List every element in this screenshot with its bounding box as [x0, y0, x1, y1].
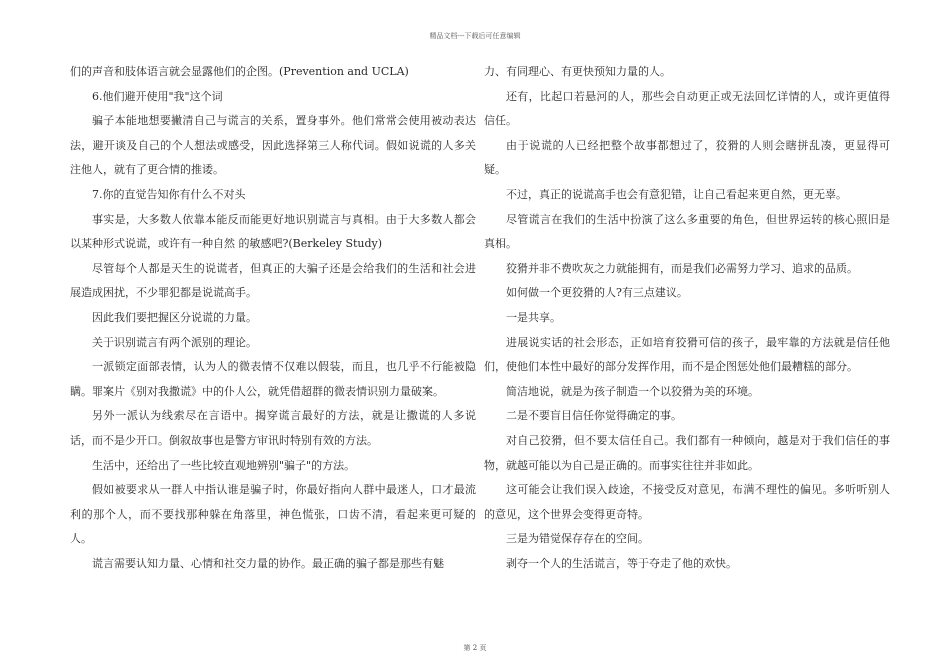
paragraph: 由于说谎的人已经把整个故事都想过了，狡猾的人则会瞎拼乱凑，更显得可疑。	[484, 138, 890, 177]
paragraph: 这可能会让我们误入歧途，不接受反对意见，布满不理性的偏见。多听听别人的意见，这个世界会变得更奇特。	[484, 483, 890, 521]
paragraph: 剥夺一个人的生活谎言，等于夺走了他的欢快。	[506, 556, 737, 570]
paragraph: 对自己狡猾，但不要太信任自己。我们都有一种倾向，越是对于我们信任的事物，就越可能以为自己是正确的。而事实往往并非如此。	[484, 433, 890, 472]
paragraph: 进展说实话的社会形态，正如培育狡猾可信的孩子，最牢靠的方法就是信任他们，使他们本性中最好的部分发挥作用，而不是企图惩处他们最糟糕的部分。	[484, 335, 890, 374]
paragraph: 尽管谎言在我们的生活中扮演了这么多重要的角色，但世界运转的核心照旧是真相。	[484, 212, 890, 251]
page-header: 精品文档---下载后可任意编辑	[429, 32, 521, 40]
paragraph: 不过，真正的说谎高手也会有意犯错，让自己看起来更自然，更无辜。	[506, 187, 847, 201]
paragraph: 事实是，大多数人依靠本能反而能更好地识别谎言与真相。由于大多数人都会以某种形式说谎，或许有一种自然 的敏感吧?(Berkeley Study)	[70, 212, 476, 251]
paragraph: 还有，比起口若悬河的人，那些会自动更正或无法回忆详情的人，或许更值得信任。	[484, 89, 890, 128]
paragraph: 简洁地说，就是为孩子制造一个以狡猾为美的环境。	[506, 384, 759, 398]
paragraph: 如何做一个更狡猾的人?有三点建议。	[506, 286, 688, 300]
paragraph: 关于识别谎言有两个派别的理论。	[92, 335, 257, 349]
paragraph: 另外一派认为线索尽在言语中。揭穿谎言最好的方法，就是让撒谎的人多说话，而不是少开口。倒叙故事也是警方审讯时特别有效的方法。	[70, 409, 476, 447]
left-column	[70, 60, 476, 576]
paragraph: 因此我们要把握区分说谎的力量。	[92, 310, 257, 324]
paragraph: 们的声音和肢体语言就会显露他们的企图。(Prevention and UCLA)	[70, 65, 409, 78]
paragraph: 谎言需要认知力量、心情和社交力量的协作。最正确的骗子都是那些有魅	[92, 556, 444, 570]
right-column	[484, 60, 890, 576]
page-number: 第 2 页	[463, 644, 487, 652]
paragraph: 6.他们避开使用"我"这个词	[92, 89, 223, 103]
paragraph: 一是共享。	[506, 310, 561, 324]
paragraph: 尽管每个人都是天生的说谎者，但真正的大骗子还是会给我们的生活和社会进展造成困扰，不少罪犯都是说谎高手。	[70, 261, 476, 300]
paragraph: 狡猾并非不费吹灰之力就能拥有，而是我们必需努力学习、追求的品质。	[506, 261, 858, 275]
paragraph: 假如被要求从一群人中指认谁是骗子时，你最好指向人群中最迷人，口才最流利的那个人，而不要找那种躲在角落里，神色慌张，口齿不清，看起来更可疑的人。	[70, 483, 476, 546]
paragraph: 7.你的直觉告知你有什么不对头	[92, 187, 246, 201]
paragraph: 一派锁定面部表情，认为人的微表情不仅难以假装，而且，也几乎不行能被隐瞒。罪案片《别对我撒谎》中的仆人公，就凭借超群的微表情识别力量破案。	[70, 360, 476, 398]
paragraph: 二是不要盲目信任你觉得确定的事。	[506, 409, 682, 423]
paragraph: 三是为错觉保存存在的空间。	[506, 532, 649, 546]
paragraph: 生活中，还给出了一些比较直观地辨别"骗子"的方法。	[92, 458, 356, 472]
paragraph: 力、有同理心、有更快预知力量的人。	[484, 65, 671, 78]
paragraph: 骗子本能地想要撇清自己与谎言的关系，置身事外。他们常常会使用被动表达法，避开谈及自己的个人想法或感受，因此选择第三人称代词。假如说谎的人多关注他人，就有了更合情的推诿。	[70, 114, 476, 177]
